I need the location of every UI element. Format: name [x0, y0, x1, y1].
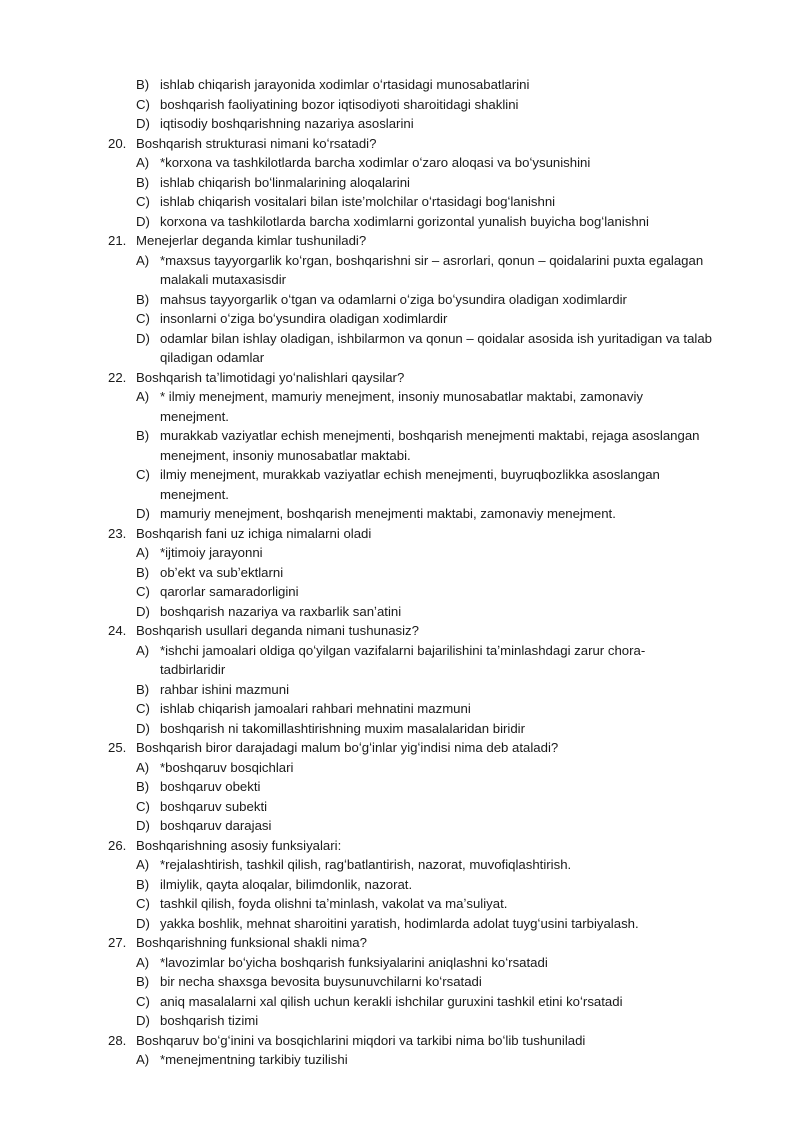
option-letter: A) — [136, 155, 150, 170]
option-text: *boshqaruv bosqichlari — [160, 759, 294, 775]
option-line — [0, 329, 800, 349]
option-line — [0, 426, 800, 446]
option-letter: A) — [136, 759, 150, 775]
question-number: 26. — [108, 837, 127, 853]
option-line — [0, 563, 800, 583]
option-line — [0, 192, 800, 212]
option-line — [0, 894, 800, 914]
option-text: bir necha shaxsga bevosita buysunuvchilarni koʻrsatadi — [160, 974, 482, 989]
option-text-continued: menejment, insoniy munosabatlar maktabi. — [160, 447, 411, 463]
option-text: boshqarish tizimi — [160, 1013, 259, 1028]
option-text-continued: qiladigan odamlar — [160, 350, 265, 365]
option-text: ishlab chiqarish vositalari bilan isteʼmolchilar oʻrtasidagi bogʻlanishni — [160, 194, 556, 209]
option-line — [0, 212, 800, 232]
option-text: *menejmentning tarkibiy tuzilishi — [160, 1052, 348, 1067]
question-line — [0, 134, 800, 154]
option-line — [0, 1011, 800, 1031]
question-line — [0, 621, 800, 641]
option-line — [0, 816, 800, 836]
option-text: boshqaruv obekti — [160, 779, 261, 794]
option-text: ishlab chiqarish boʻlinmalarining aloqalarini — [160, 174, 410, 190]
question-list — [0, 75, 800, 1070]
question-number: 24. — [108, 623, 127, 638]
option-letter: D) — [136, 720, 150, 736]
option-line — [0, 309, 800, 329]
option-text: iqtisodiy boshqarishning nazariya asoslarini — [160, 116, 414, 131]
option-letter: A) — [136, 857, 150, 872]
option-letter: C) — [136, 993, 150, 1009]
option-text: rahbar ishini mazmuni — [160, 681, 289, 697]
question-number: 27. — [108, 935, 127, 950]
option-line — [0, 504, 800, 524]
option-text: boshqarish faoliyatining bozor iqtisodiyoti sharoitidagi shaklini — [160, 96, 519, 112]
option-text: tashkil qilish, foyda olishni taʼminlash, vakolat va maʼsuliyat. — [160, 896, 508, 911]
option-letter: D) — [136, 116, 150, 131]
option-line — [0, 173, 800, 193]
option-text: insonlarni oʻziga boʻysundira oladigan xodimlardir — [160, 311, 448, 326]
option-text: * ilmiy menejment, mamuriy menejment, insoniy munosabatlar maktabi, zamonaviy — [160, 389, 643, 404]
option-line — [0, 680, 800, 700]
question-number: 21. — [108, 233, 127, 248]
option-letter: B) — [136, 291, 150, 307]
option-letter: B) — [136, 174, 150, 190]
question-line — [0, 1031, 800, 1051]
option-line — [0, 582, 800, 602]
option-letter: D) — [136, 213, 150, 229]
option-line — [0, 387, 800, 407]
question-line — [0, 524, 800, 544]
option-letter: B) — [136, 77, 150, 92]
option-line — [0, 543, 800, 563]
option-line — [0, 972, 800, 992]
question-number: 28. — [108, 1032, 127, 1048]
option-text: odamlar bilan ishlay oladigan, ishbilarmon va qonun – qoidalar asosida ish yuritadigan va talab — [160, 330, 713, 346]
option-text: ishlab chiqarish jamoalari rahbari mehnatini mazmuni — [160, 701, 471, 716]
option-letter: D) — [136, 915, 150, 931]
option-line — [0, 465, 800, 485]
option-letter: B) — [136, 876, 150, 892]
option-line — [0, 290, 800, 310]
question-text: Boshqarish taʼlimotidagi yoʻnalishlari qaysilar? — [136, 369, 405, 385]
option-text: aniq masalalarni xal qilish uchun kerakli ishchilar guruxini tashkil etini koʻrsatadi — [160, 993, 623, 1009]
option-line — [0, 699, 800, 719]
question-text: Boshqarish usullari deganda nimani tushunasiz? — [136, 623, 419, 638]
question-line — [0, 836, 800, 856]
option-letter: D) — [136, 506, 150, 521]
option-letter: B) — [136, 974, 150, 989]
option-letter: C) — [136, 96, 150, 112]
option-letter: D) — [136, 603, 150, 619]
option-line — [0, 153, 800, 173]
question-text: Boshqarishning asosiy funksiyalari: — [136, 837, 342, 853]
option-letter: A) — [136, 1052, 150, 1067]
option-text: boshqaruv darajasi — [160, 818, 272, 833]
option-continuation-line — [0, 407, 800, 427]
question-text: Menejerlar deganda kimlar tushuniladi? — [136, 233, 367, 248]
option-line — [0, 1050, 800, 1070]
option-line — [0, 95, 800, 115]
option-letter: B) — [136, 779, 150, 794]
option-line — [0, 777, 800, 797]
question-number: 25. — [108, 740, 127, 755]
option-text: *rejalashtirish, tashkil qilish, ragʻbatlantirish, nazorat, muvofiqlashtirish. — [160, 857, 572, 872]
option-continuation-line — [0, 446, 800, 466]
option-letter: C) — [136, 701, 150, 716]
option-text: mamuriy menejment, boshqarish menejmenti maktabi, zamonaviy menejment. — [160, 506, 616, 521]
option-text: *lavozimlar boʻyicha boshqarish funksiyalarini aniqlashni koʻrsatadi — [160, 954, 548, 970]
question-number: 22. — [108, 369, 127, 385]
option-text: *korxona va tashkilotlarda barcha xodimlar oʻzaro aloqasi va boʻysunishini — [160, 155, 591, 170]
option-letter: B) — [136, 428, 150, 443]
option-letter: D) — [136, 818, 150, 833]
question-line — [0, 738, 800, 758]
option-line — [0, 855, 800, 875]
option-continuation-line — [0, 660, 800, 680]
option-letter: C) — [136, 194, 150, 209]
option-text: qarorlar samaradorligini — [160, 584, 299, 599]
option-text: *maxsus tayyorgarlik koʻrgan, boshqarishni sir – asrorlari, qonun – qoidalarini puxta egalagan — [160, 252, 704, 268]
option-text: murakkab vaziyatlar echish menejmenti, boshqarish menejmenti maktabi, rejaga asoslangan — [160, 428, 700, 443]
option-text: boshqarish nazariya va raxbarlik sanʼatini — [160, 603, 402, 619]
option-line — [0, 75, 800, 95]
option-text: yakka boshlik, mehnat sharoitini yaratish, hodimlarda adolat tuygʻusini tarbiyalash. — [160, 915, 639, 931]
option-text: ishlab chiqarish jarayonida xodimlar oʻrtasidagi munosabatlarini — [160, 77, 530, 92]
option-letter: C) — [136, 798, 150, 814]
option-letter: B) — [136, 564, 150, 580]
question-line — [0, 368, 800, 388]
question-number: 20. — [108, 135, 127, 151]
option-text-continued: menejment. — [160, 408, 229, 424]
option-line — [0, 914, 800, 934]
option-letter: C) — [136, 311, 150, 326]
question-text: Boshqaruv boʻgʻinini va bosqichlarini miqdori va tarkibi nima boʻlib tushuniladi — [136, 1032, 586, 1048]
option-line — [0, 602, 800, 622]
option-text: korxona va tashkilotlarda barcha xodimlarni gorizontal yunalish buyicha bogʻlanishni — [160, 213, 649, 229]
option-line — [0, 992, 800, 1012]
option-letter: D) — [136, 1013, 150, 1028]
option-line — [0, 875, 800, 895]
option-letter: C) — [136, 584, 150, 599]
option-continuation-line — [0, 348, 800, 368]
option-letter: A) — [136, 389, 150, 404]
question-text: Boshqarish strukturasi nimani koʻrsatadi? — [136, 135, 377, 151]
option-text: *ijtimoiy jarayonni — [160, 545, 263, 560]
question-line — [0, 933, 800, 953]
option-letter: A) — [136, 252, 150, 268]
option-text-continued: menejment. — [160, 486, 229, 502]
question-line — [0, 231, 800, 251]
question-text: Boshqarishning funksional shakli nima? — [136, 935, 367, 950]
option-text: ilmiylik, qayta aloqalar, bilimdonlik, nazorat. — [160, 876, 413, 892]
option-letter: A) — [136, 954, 150, 970]
option-line — [0, 953, 800, 973]
question-text: Boshqarish fani uz ichiga nimalarni oladi — [136, 525, 372, 541]
option-line — [0, 797, 800, 817]
option-letter: A) — [136, 642, 150, 658]
option-text-continued: tadbirlaridir — [160, 662, 226, 677]
option-line — [0, 719, 800, 739]
option-line — [0, 758, 800, 778]
option-letter: D) — [136, 330, 150, 346]
option-text: boshqarish ni takomillashtirishning muxim masalalaridan biridir — [160, 720, 526, 736]
option-text-continued: malakali mutaxasisdir — [160, 272, 287, 287]
question-number: 23. — [108, 525, 127, 541]
option-text: *ishchi jamoalari oldiga qoʻyilgan vazifalarni bajarilishini taʼminlashdagi zarur chora- — [160, 642, 646, 658]
option-text: obʼekt va subʼektlarni — [160, 564, 284, 580]
option-letter: C) — [136, 896, 150, 911]
option-text: mahsus tayyorgarlik oʻtgan va odamlarni oʻziga boʻysundira oladigan xodimlardir — [160, 291, 627, 307]
option-line — [0, 641, 800, 661]
question-text: Boshqarish biror darajadagi malum boʻgʻinlar yigʻindisi nima deb ataladi? — [136, 740, 559, 755]
option-continuation-line — [0, 485, 800, 505]
option-letter: A) — [136, 545, 150, 560]
option-text: ilmiy menejment, murakkab vaziyatlar echish menejmenti, buyruqbozlikka asoslangan — [160, 467, 660, 482]
option-continuation-line — [0, 270, 800, 290]
option-line — [0, 251, 800, 271]
option-line — [0, 114, 800, 134]
option-letter: C) — [136, 467, 150, 482]
option-text: boshqaruv subekti — [160, 798, 268, 814]
option-letter: B) — [136, 681, 150, 697]
